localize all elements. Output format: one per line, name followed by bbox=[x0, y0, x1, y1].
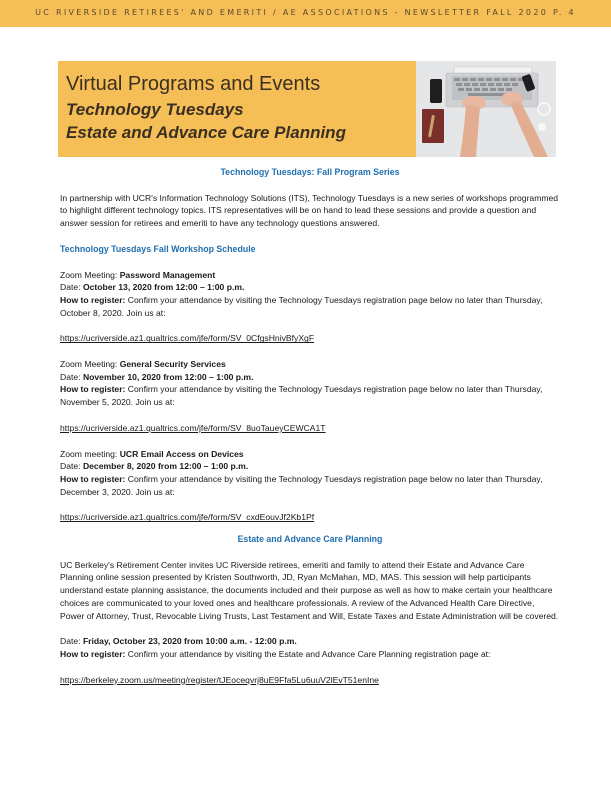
date-label: Date: bbox=[60, 461, 83, 472]
date-label: Date: bbox=[60, 371, 83, 382]
register-label: How to register: bbox=[60, 294, 126, 305]
session-registration-link[interactable]: https://ucriverside.az1.qualtrics.com/jfe/form/SV_0CfgsHnivBfyXgF bbox=[60, 333, 315, 344]
session-prefix: Zoom Meeting: bbox=[60, 359, 120, 370]
estate-planning-heading: Estate and Advance Care Planning bbox=[237, 534, 383, 545]
session-registration-link[interactable]: https://ucriverside.az1.qualtrics.com/jfe/form/SV_cxdEouvJf2Kb1Pf bbox=[60, 512, 315, 523]
session-topic-line bbox=[60, 448, 560, 461]
register-label: How to register: bbox=[60, 473, 126, 484]
date-label: Date: bbox=[60, 636, 83, 647]
register-text: Confirm your attendance by visiting the Technology Tuesdays registration page below no later than Thursday, October 8, 2020. Join us at: bbox=[60, 294, 543, 318]
session-date-line bbox=[60, 460, 560, 473]
estate-register-line bbox=[60, 648, 560, 661]
session-date-line bbox=[60, 371, 560, 384]
session-date: December 8, 2020 from 12:00 – 1:00 p.m. bbox=[82, 461, 249, 472]
session-topic: UCR Email Access on Devices bbox=[119, 448, 244, 459]
session-date-line bbox=[60, 281, 560, 294]
page-content bbox=[60, 166, 560, 686]
session-register-line bbox=[60, 473, 560, 498]
session-prefix: Zoom meeting: bbox=[60, 448, 120, 459]
session-registration-link[interactable]: https://ucriverside.az1.qualtrics.com/jfe/form/SV_8uoTaueyCEWCA1T bbox=[60, 422, 326, 433]
estate-registration-link[interactable]: https://berkeley.zoom.us/meeting/register/tJEoceqvrj8uE9Ffa5Lu6uuV2lEvT51enIne bbox=[60, 674, 379, 685]
section-banner bbox=[58, 61, 556, 157]
register-text: Confirm your attendance by visiting the Technology Tuesdays registration page below no later than Thursday, November 5, 2020. Join us at: bbox=[60, 384, 543, 408]
session-email-access bbox=[60, 448, 560, 525]
session-date: October 13, 2020 from 12:00 – 1:00 p.m. bbox=[82, 282, 245, 293]
session-date: November 10, 2020 from 12:00 – 1:00 p.m. bbox=[82, 371, 254, 382]
session-topic-line bbox=[60, 269, 560, 282]
register-text: Confirm your attendance by visiting the Technology Tuesdays registration page below no later than Thursday, December 3, 2020. Join us at: bbox=[60, 473, 543, 497]
session-topic-line bbox=[60, 358, 560, 371]
estate-date-line bbox=[60, 635, 560, 648]
register-text: Confirm your attendance by visiting the Estate and Advance Care Planning registration page at: bbox=[125, 648, 491, 659]
session-password-management bbox=[60, 269, 560, 346]
session-general-security bbox=[60, 358, 560, 435]
session-topic: Password Management bbox=[119, 269, 216, 280]
tech-tuesdays-heading: Technology Tuesdays: Fall Program Series bbox=[220, 167, 400, 177]
register-label: How to register: bbox=[60, 384, 126, 395]
laptop-desk-photo-icon bbox=[416, 61, 556, 157]
tech-tuesdays-intro: In partnership with UCR's Information Technology Solutions (ITS), Technology Tuesdays is a new series of workshops programmed to highlight different technology topics. ITS representatives will be on hand to lead these sessions and provide a question and answer session for retirees and emeriti to have any technology questions answered. bbox=[60, 192, 559, 229]
running-title: UC RIVERSIDE RETIREES' AND EMERITI / AE ASSOCIATIONS - NEWSLETTER FALL 2020 P. 4 bbox=[35, 8, 576, 17]
session-topic: General Security Services bbox=[119, 359, 226, 370]
header-bar bbox=[0, 0, 611, 27]
session-prefix: Zoom Meeting: bbox=[60, 269, 120, 280]
estate-date: Friday, October 23, 2020 from 10:00 a.m. - 12:00 p.m. bbox=[82, 636, 297, 647]
schedule-heading: Technology Tuesdays Fall Workshop Schedule bbox=[60, 243, 256, 254]
register-label: How to register: bbox=[60, 648, 126, 659]
estate-planning-intro: UC Berkeley's Retirement Center invites UC Riverside retirees, emeriti and family to attend their Estate and Advance Care Planning online session presented by Kristen Southworth, JD, Ryan McMahan, MD, MAS. This session will help participants understand estate planning assistance, the documents included and their purpose as well as how to make certain your healthcare choices are communicated to your loved ones and healthcare professionals. A review of the Advanced Health Care Directive, Power of Attorney, Trust, Revocable Living Trusts, Last Testament and Will, Estate Taxes and Estate Administration will be covered. bbox=[60, 559, 559, 621]
banner-subtitle-tech: Technology Tuesdays bbox=[66, 100, 244, 119]
date-label: Date: bbox=[60, 282, 83, 293]
session-register-line bbox=[60, 383, 560, 408]
session-register-line bbox=[60, 294, 560, 319]
banner-title: Virtual Programs and Events bbox=[66, 73, 321, 95]
banner-subtitle-estate: Estate and Advance Care Planning bbox=[66, 123, 346, 142]
